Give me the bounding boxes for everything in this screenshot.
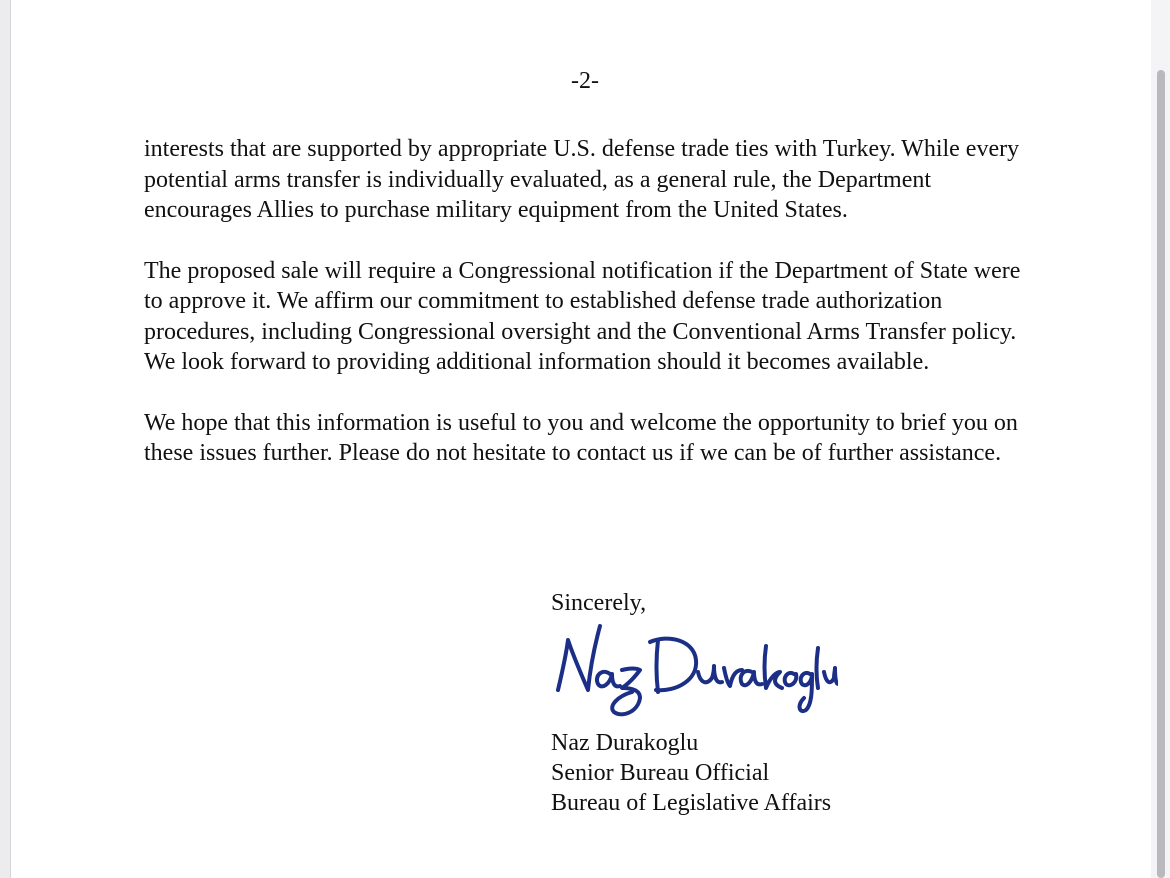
paragraph-2: The proposed sale will require a Congressional notification if the Department of State were to approve it. We affirm our commitment to established defense trade authorization procedures, including Congressional oversight and the Conventional Arms Transfer policy. We look forward to providing additional information should it becomes available. bbox=[144, 257, 1021, 375]
closing-salutation: Sincerely, bbox=[551, 590, 647, 616]
signer-bureau: Bureau of Legislative Affairs bbox=[551, 790, 832, 816]
signer-title: Senior Bureau Official bbox=[551, 760, 770, 786]
signer-name: Naz Durakoglu bbox=[551, 730, 699, 756]
scrollbar-thumb[interactable] bbox=[1157, 70, 1165, 878]
vertical-scrollbar[interactable] bbox=[1151, 0, 1170, 878]
page-number: -2- bbox=[571, 68, 599, 94]
letter-body bbox=[144, 134, 1044, 499]
paragraph-1: interests that are supported by appropriate U.S. defense trade ties with Turkey. While every potential arms transfer is individually evaluated, as a general rule, the Department encourages Allies to purchase military equipment from the United States. bbox=[144, 136, 1020, 223]
signer-block bbox=[551, 728, 831, 818]
paragraph-3: We hope that this information is useful to you and welcome the opportunity to brief you on these issues further. Please do not hesitate to contact us if we can be of further assistance. bbox=[144, 409, 1018, 466]
handwritten-signature bbox=[548, 618, 838, 723]
